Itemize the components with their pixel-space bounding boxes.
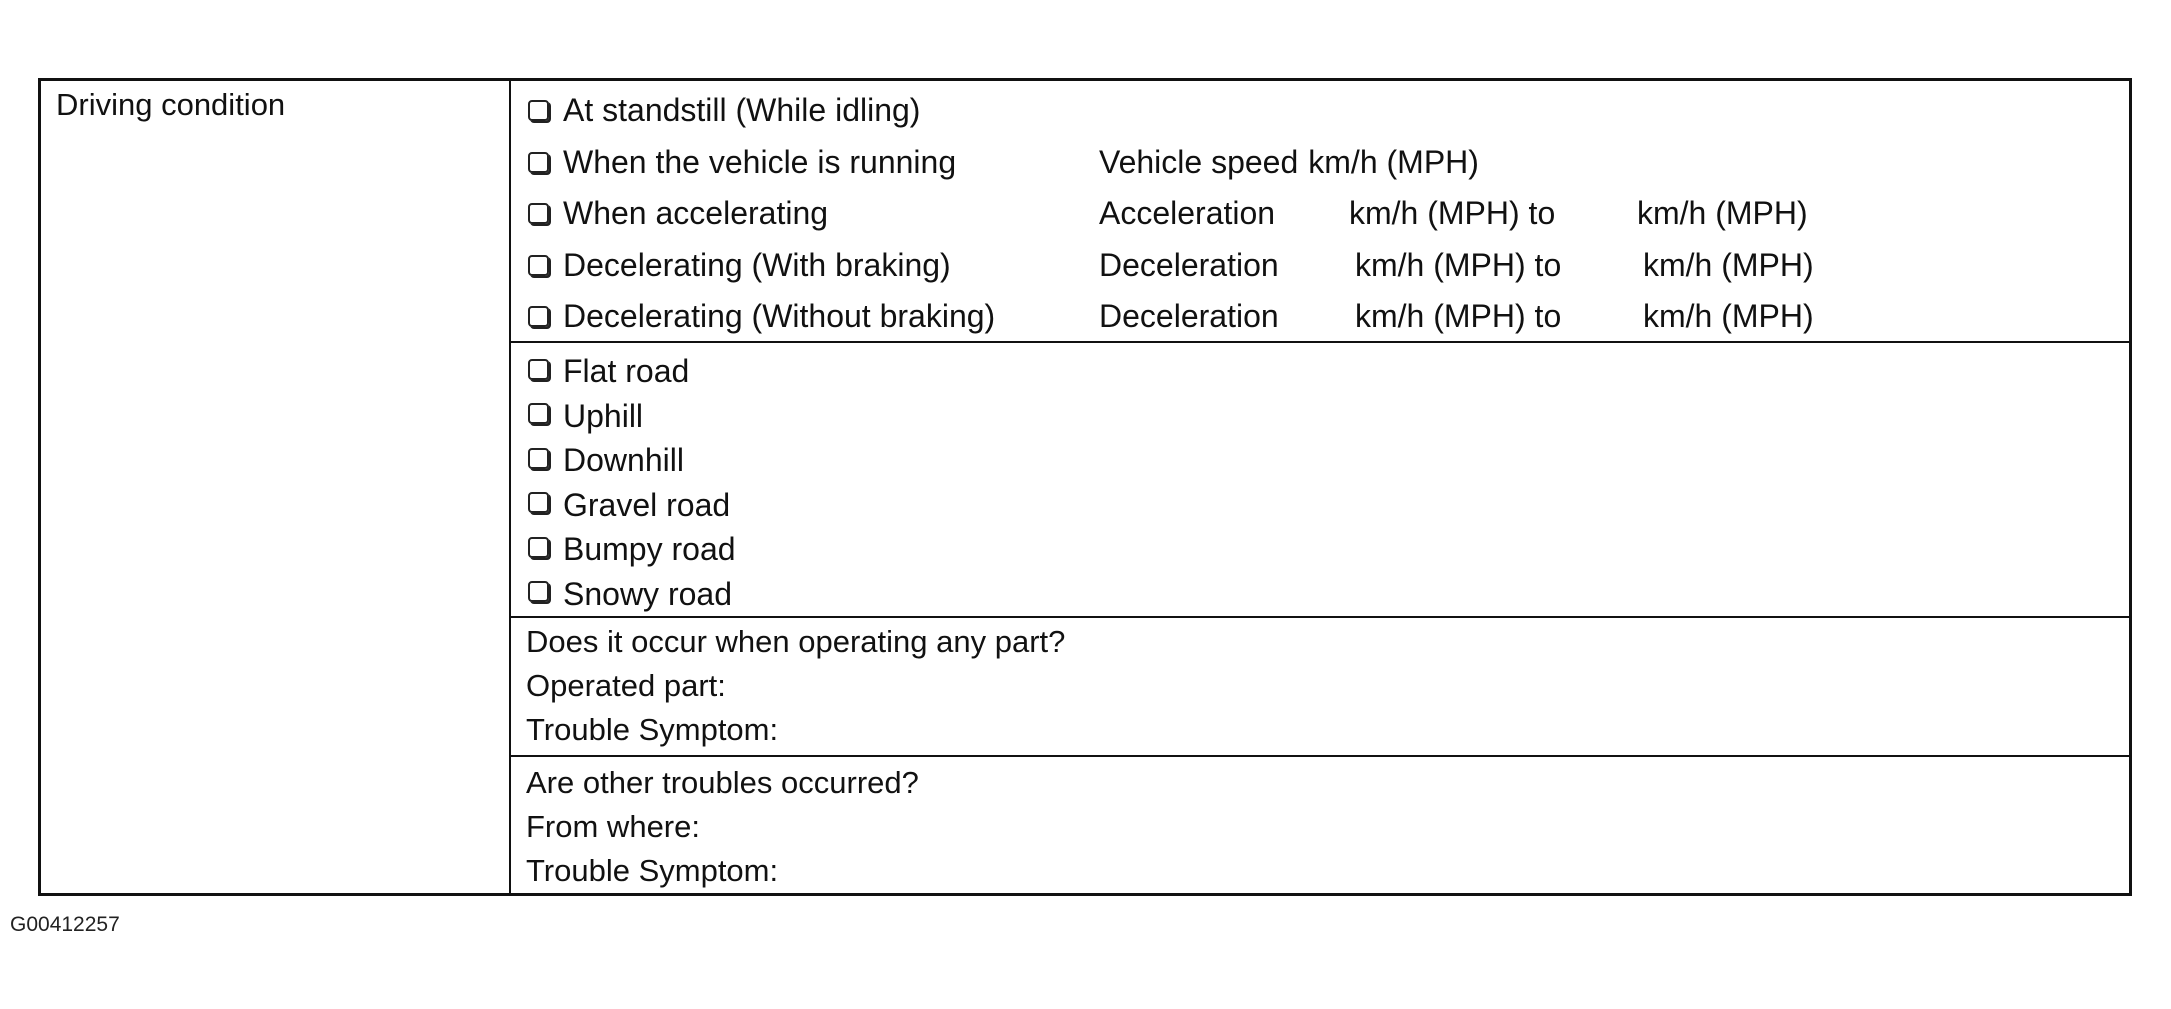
flat-road-checkbox[interactable]	[528, 359, 549, 380]
operating-part-section	[511, 618, 2129, 757]
speed-to: km/h (MPH)	[1637, 195, 1808, 232]
option-label: Flat road	[563, 353, 690, 389]
option-label: Downhill	[563, 442, 684, 478]
no-braking-checkbox[interactable]	[528, 306, 549, 327]
option-label: Snowy road	[563, 575, 732, 612]
speed-unit: km/h (MPH)	[1308, 143, 1479, 180]
road-option-gravel	[526, 483, 2129, 528]
braking-checkbox[interactable]	[528, 255, 549, 276]
operating-question: Does it occur when operating any part?	[526, 624, 1066, 660]
speed-to: km/h (MPH)	[1643, 246, 1814, 283]
other-trouble-symptom-field[interactable]: Trouble Symptom:	[526, 853, 779, 888]
snowy-road-checkbox[interactable]	[528, 581, 549, 602]
driving-condition-label: Driving condition	[41, 81, 511, 893]
option-label: When the vehicle is running	[563, 143, 957, 180]
option-label: When accelerating	[563, 195, 829, 232]
option-label: Uphill	[563, 397, 644, 434]
from-where-field[interactable]: From where:	[526, 809, 700, 844]
road-option-snowy	[526, 572, 2129, 617]
accelerating-checkbox[interactable]	[528, 203, 549, 224]
road-option-downhill	[526, 438, 2129, 483]
option-label: At standstill (While idling)	[563, 92, 921, 129]
option-label: Bumpy road	[563, 531, 736, 567]
speed-from: km/h (MPH) to	[1355, 298, 1562, 335]
option-label: Gravel road	[563, 486, 731, 523]
driving-condition-table	[38, 78, 2132, 896]
measure-label: Deceleration	[1099, 298, 1279, 335]
standstill-checkbox[interactable]	[528, 100, 549, 121]
road-option-bumpy	[526, 527, 2129, 572]
driving-option-braking	[526, 240, 2129, 292]
measure-label: Vehicle speed	[1099, 143, 1299, 180]
driving-option-accelerating	[526, 188, 2129, 240]
option-label: Decelerating (Without braking)	[563, 298, 996, 335]
uphill-checkbox[interactable]	[528, 403, 549, 424]
road-condition-section	[511, 343, 2129, 618]
running-checkbox[interactable]	[528, 152, 549, 173]
speed-from: km/h (MPH) to	[1355, 246, 1562, 283]
other-troubles-section	[511, 757, 2129, 893]
driving-option-no-braking	[526, 291, 2129, 343]
road-option-flat	[526, 349, 2129, 394]
gravel-road-checkbox[interactable]	[528, 492, 549, 513]
figure-code: G00412257	[10, 913, 120, 936]
driving-option-standstill	[526, 85, 2129, 137]
measure-label: Acceleration	[1099, 195, 1276, 232]
option-label: Decelerating (With braking)	[563, 246, 951, 283]
speed-to: km/h (MPH)	[1643, 298, 1814, 335]
driving-option-running	[526, 137, 2129, 189]
other-troubles-question: Are other troubles occurred?	[526, 765, 919, 800]
road-option-uphill	[526, 394, 2129, 439]
driving-mode-section	[511, 81, 2129, 343]
bumpy-road-checkbox[interactable]	[528, 537, 549, 558]
measure-label: Deceleration	[1099, 246, 1279, 283]
operated-part-field[interactable]: Operated part:	[526, 668, 726, 704]
speed-from: km/h (MPH) to	[1349, 195, 1556, 232]
trouble-symptom-field[interactable]: Trouble Symptom:	[526, 712, 779, 748]
downhill-checkbox[interactable]	[528, 448, 549, 469]
condition-content	[511, 81, 2129, 893]
